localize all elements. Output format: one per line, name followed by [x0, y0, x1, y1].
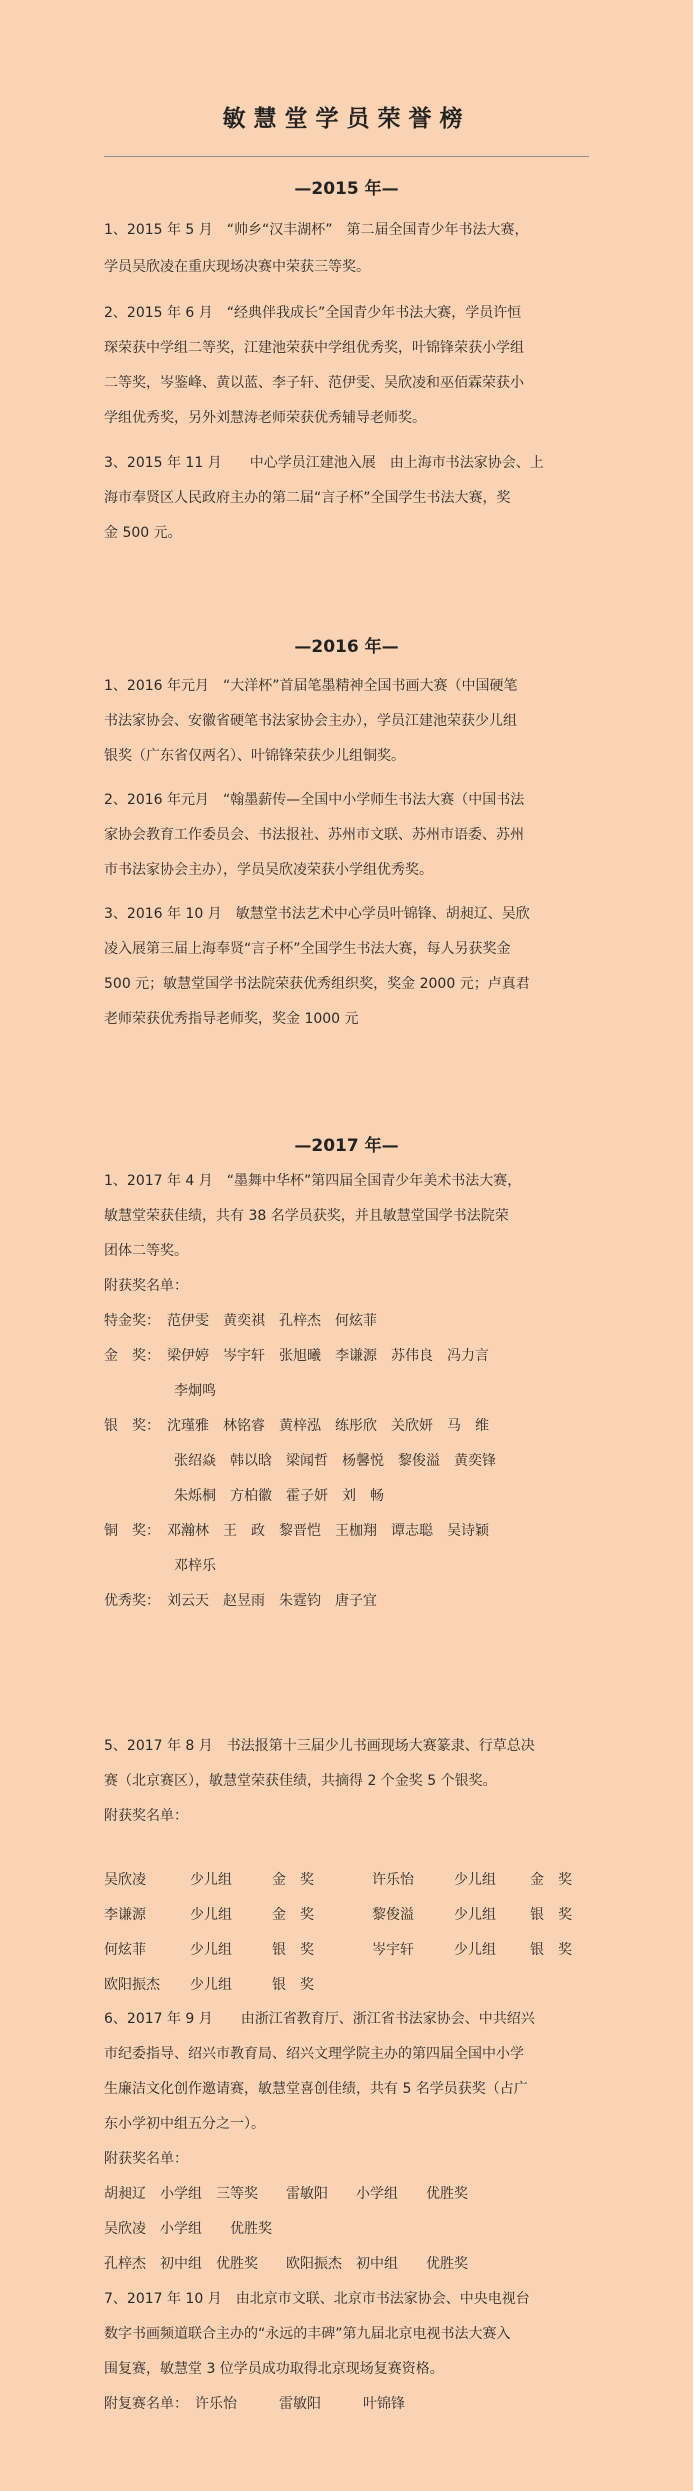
paragraph-2015-3-line: 金 500 元。: [104, 525, 182, 541]
paragraph-line: 数字书画频道联合主办的“永远的丰碑”第九届北京电视书法大赛入: [104, 2326, 511, 2342]
table-cell: 少儿组: [190, 1907, 232, 1923]
paragraph-2016-2-line: 家协会教育工作委员会、书法报社、苏州市文联、苏州市语委、苏州: [104, 827, 524, 843]
year-heading-2017: —2017 年—: [294, 1136, 399, 1156]
section-2017-awards-1: [104, 1164, 594, 1619]
paragraph-line: 市纪委指导、绍兴市教育局、绍兴文理学院主办的第四届全国中小学: [104, 2046, 524, 2062]
table-cell: 少儿组: [454, 1907, 496, 1923]
paragraph-2015-3-line: 海市奉贤区人民政府主办的第二届“言子杯”全国学生书法大赛，奖: [104, 490, 511, 506]
paragraph-line: 6、2017 年 9 月 由浙江省教育厅、浙江省书法家协会、中共绍兴: [104, 2011, 535, 2027]
table-cell: 黎俊溢: [372, 1907, 414, 1923]
table-cell: 少儿组: [190, 1942, 232, 1958]
award-row: 吴欣凌 小学组 优胜奖: [104, 2221, 272, 2237]
paragraph-line: 1、2017 年 4 月 “墨舞中华杯”第四届全国青少年美术书法大赛，: [104, 1173, 522, 1189]
paragraph-line: 5、2017 年 8 月 书法报第十三届少儿书画现场大赛篆隶、行草总决: [104, 1738, 535, 1754]
table-cell: 岑宇轩: [372, 1942, 414, 1958]
paragraph-2016-1-line: 书法家协会、安徽省硬笔书法家协会主办），学员江建池荣获少儿组: [104, 713, 517, 729]
paragraph-2016-3-line: 3、2016 年 10 月 敏慧堂书法艺术中心学员叶锦锋、胡昶辽、吴欣: [104, 906, 530, 922]
award-row: 张绍焱 韩以晗 梁闻哲 杨馨悦 黎俊溢 黄奕锋: [104, 1453, 496, 1469]
paragraph-2016-2-line: 2、2016 年元月 “翰墨薪传—全国中小学师生书法大赛（中国书法: [104, 792, 525, 808]
section-2017-awards-5: [104, 1729, 594, 1834]
table-cell: 许乐怡: [372, 1872, 414, 1888]
list-caption: 附获奖名单：: [104, 2151, 188, 2167]
paragraph-line: 团体二等奖。: [104, 1243, 188, 1259]
paragraph-2015-1-line: 学员吴欣凌在重庆现场决赛中荣获三等奖。: [104, 259, 370, 275]
table-cell: 金 奖: [272, 1907, 314, 1923]
table-cell: 欧阳振杰: [104, 1977, 160, 1993]
paragraph-2015-2-line: 学组优秀奖，另外刘慧涛老师荣获优秀辅导老师奖。: [104, 410, 426, 426]
award-row: 优秀奖： 刘云天 赵昱雨 朱霆钧 唐子宜: [104, 1593, 377, 1609]
title-divider: [104, 156, 589, 157]
paragraph-2016-3-line: 老师荣获优秀指导老师奖，奖金 1000 元: [104, 1011, 359, 1027]
table-cell: 少儿组: [454, 1872, 496, 1888]
paragraph-2016-1-line: 银奖（广东省仅两名）、叶锦锋荣获少儿组铜奖。: [104, 748, 405, 764]
year-heading-2015: —2015 年—: [294, 179, 399, 199]
table-cell: 银 奖: [530, 1942, 572, 1958]
award-row: 朱烁桐 方柏徽 霍子妍 刘 畅: [104, 1488, 384, 1504]
award-row: 银 奖： 沈瑾雅 林铭睿 黄梓泓 练彤欣 关欣妍 马 维: [104, 1418, 489, 1434]
table-cell: 李谦源: [104, 1907, 146, 1923]
table-cell: 少儿组: [454, 1942, 496, 1958]
paragraph-line: 围复赛，敏慧堂 3 位学员成功取得北京现场复赛资格。: [104, 2361, 444, 2377]
paragraph-2016-3-line: 500 元；敏慧堂国学书法院荣获优秀组织奖，奖金 2000 元；卢真君: [104, 976, 530, 992]
paragraph-2016-1-line: 1、2016 年元月 “大洋杯”首届笔墨精神全国书画大赛（中国硬笔: [104, 678, 518, 694]
table-cell: 吴欣凌: [104, 1872, 146, 1888]
paragraph-line: 生廉洁文化创作邀请赛，敏慧堂喜创佳绩，共有 5 名学员获奖（占广: [104, 2081, 528, 2097]
award-row: 李炯鸣: [104, 1383, 216, 1399]
year-heading-2016: —2016 年—: [294, 637, 399, 657]
award-row: 铜 奖： 邓瀚林 王 政 黎晋恺 王枷翔 谭志聪 吴诗颖: [104, 1523, 489, 1539]
page-title: 敏慧堂学员荣誉榜: [222, 106, 471, 132]
table-cell: 银 奖: [272, 1942, 314, 1958]
list-caption: 附获奖名单：: [104, 1278, 188, 1294]
paragraph-2015-3-line: 3、2015 年 11 月 中心学员江建池入展 由上海市书法家协会、上: [104, 455, 544, 471]
semifinal-list: 附复赛名单： 许乐怡 雷敏阳 叶锦锋: [104, 2396, 405, 2412]
paragraph-line: 敏慧堂荣获佳绩，共有 38 名学员获奖，并且敏慧堂国学书法院荣: [104, 1208, 509, 1224]
table-cell: 银 奖: [530, 1907, 572, 1923]
list-caption: 附获奖名单：: [104, 1808, 188, 1824]
award-row: 孔梓杰 初中组 优胜奖 欧阳振杰 初中组 优胜奖: [104, 2256, 468, 2272]
paragraph-2016-3-line: 凌入展第三届上海奉贤“言子杯”全国学生书法大赛，每人另获奖金: [104, 941, 511, 957]
table-cell: 金 奖: [272, 1872, 314, 1888]
table-cell: 少儿组: [190, 1872, 232, 1888]
paragraph-line: 东小学初中组五分之一）。: [104, 2116, 265, 2132]
award-row: 特金奖： 范伊雯 黄奕祺 孔梓杰 何炫菲: [104, 1313, 377, 1329]
award-row: 邓梓乐: [104, 1558, 216, 1574]
section-2017-awards-6: [104, 2002, 594, 2422]
table-cell: 银 奖: [272, 1977, 314, 1993]
paragraph-line: 赛（北京赛区），敏慧堂荣获佳绩，共摘得 2 个金奖 5 个银奖。: [104, 1773, 497, 1789]
table-cell: 少儿组: [190, 1977, 232, 1993]
paragraph-2016-2-line: 市书法家协会主办），学员吴欣凌荣获小学组优秀奖。: [104, 862, 433, 878]
paragraph-line: 7、2017 年 10 月 由北京市文联、北京市书法家协会、中央电视台: [104, 2291, 530, 2307]
table-cell: 金 奖: [530, 1872, 572, 1888]
paragraph-2015-2-line: 二等奖，岑鉴峰、黄以蓝、李子轩、范伊雯、吴欣凌和巫佰霖荣获小: [104, 375, 524, 391]
award-row: 胡昶辽 小学组 三等奖 雷敏阳 小学组 优胜奖: [104, 2186, 468, 2202]
paragraph-2015-2-line: 2、2015 年 6 月 “经典伴我成长”全国青少年书法大赛，学员许恒: [104, 305, 522, 321]
paragraph-2015-2-line: 琛荣获中学组二等奖，江建池荣获中学组优秀奖，叶锦锋荣获小学组: [104, 340, 524, 356]
award-row: 金 奖： 梁伊婷 岑宇轩 张旭曦 李谦源 苏伟良 冯力言: [104, 1348, 489, 1364]
table-cell: 何炫菲: [104, 1942, 146, 1958]
paragraph-2015-1-line: 1、2015 年 5 月 “帅乡“汉丰湖杯” 第二届全国青少年书法大赛，: [104, 222, 529, 238]
